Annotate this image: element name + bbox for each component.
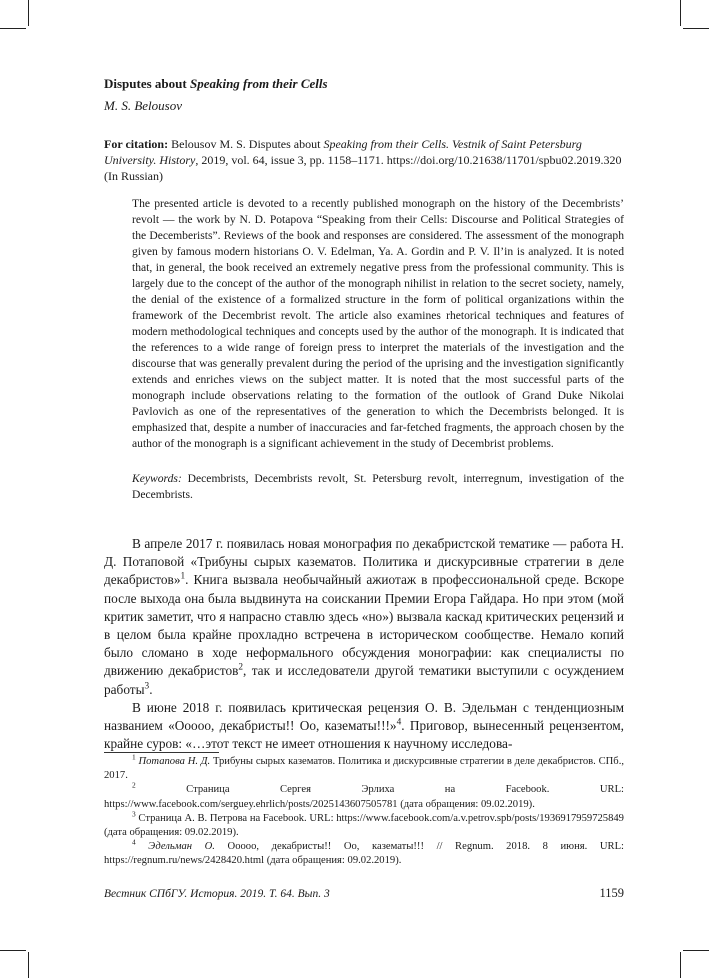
footnote-ref[interactable]: 3 [144,681,150,692]
footnote-ref[interactable]: 2 [238,663,244,673]
abstract-text: The presented article is devoted to a recently published monograph on the history of the Decembrists’ revolt — the work by N. D. Potapova “Speaking from their Cells: Discourse and Political Strategies of the Decemberists”. Reviews of the book and responses are considered. The assessment of the monograph given by famous modern historians O. V. Edelman, Ya. A. Gordin and P. V. Il’in is analyzed. It is noted that, in general, the book received an extremely negative press from the professional community. This is largely due to the concept of the author of the monograph nihilist in relation to the secret society, namely, the denial of the existence of a formalized structure in the form of political organizations within the framework of the Decembrist revolt. The article also examines rhetorical techniques and features of modern methodological techniques and concepts used by the author of the monograph. It is indicated that the references to a wide range of foreign press to interpret the materials of the investigation and the discourse that was generally prevalent during the period of the uprising and the investigation significantly extends and enriches views on the subject matter. It is noted that the most successful parts of the monograph include observations relating to the formation of the outlook of Grand Duke Nikolai Pavlovich as one of the representatives of the generation to which the Decembrists belonged. It is emphasized that, despite a number of inaccuracies and far-fetched fragments, the approach chosen by the author of the monograph is a significant achievement in the study of Decembrist problems. [132,197,624,450]
body-text-span: В июне 2018 г. появилась критическая рецензия О. В. Эдельман с тенденциозным названием «Ооооо, декабристы!! Оо, казематы!!!» [104,699,624,734]
footnote [104,780,624,811]
body-paragraph [104,535,624,699]
footnote-divider [104,752,219,753]
body-text-span: . Приговор, вынесенный рецензентом, крайне суров: «…этот текст не имеет отношения к научному исследова- [104,718,624,752]
body-paragraph [104,699,624,754]
crop-mark [680,0,681,26]
citation-journal: Speaking from their Cells. Vestnik of Saint Petersburg University. History [104,137,582,167]
footnote-text: Страница А. В. Петрова на Facebook. URL: https://www.facebook.com/a.v.petrov.spb/posts/1936917959725849 (дата обращения: 09.02.2019). [104,812,624,839]
body-text-span: . [149,681,153,697]
keywords-label: Keywords: [132,472,182,485]
footnote-number: 4 [132,837,136,847]
author-name: M. S. Belousov [104,98,182,113]
citation-label: For citation: [104,137,169,151]
footnotes [104,752,624,869]
footnote-ref[interactable]: 1 [180,571,186,582]
crop-mark [28,0,29,26]
footnote-ref[interactable]: 4 [396,717,402,728]
footnote [104,752,624,783]
crop-mark [680,952,681,978]
crop-mark [0,28,26,29]
citation-text: Belousov M. S. Disputes about [168,137,324,151]
page-number: 1159 [599,886,624,900]
footnote-number: 3 [132,809,136,819]
footnote-text: Страница Сергея Эрлиха на Facebook. URL: https://www.facebook.com/serguey.ehrlich/posts/2025143607505781 (дата обращения: 09.02.2019). [104,784,624,810]
crop-mark [28,952,29,978]
crop-mark [683,950,709,951]
footnote-author: Эдельман О. [148,841,215,853]
footnote [104,837,624,868]
body-text-span: , так и исследователи другой тематики выступили с осуждением работы [104,663,624,697]
footnote-text: Трибуны сырых казематов. Политика и дискурсивные стратегии в деле декабристов. СПб., 2017. [104,756,624,782]
title-text: Disputes about [104,76,190,91]
journal-footer: Вестник СПбГУ. История. 2019. Т. 64. Вып. 3 [104,888,330,900]
title-italic-text: Speaking from their Cells [189,76,328,91]
abstract [132,196,624,452]
footnote-author: Потапова Н. Д. [138,756,211,767]
citation-block [104,136,624,184]
footnote-number: 2 [132,780,136,790]
article-title [104,76,328,92]
keywords-text: Decembrists, Decembrists revolt, St. Petersburg revolt, interregnum, investigation of the Decembrists. [132,472,624,501]
footnote-number: 1 [132,752,136,762]
crop-mark [0,950,26,951]
keywords-block [132,471,624,503]
crop-mark [683,28,709,29]
footnote [104,809,624,840]
footnote-text: Ооооо, декабристы!! Оо, казематы!!! // Regnum. 2018. 8 июня. URL: https://regnum.ru/news/2428420.html (дата обращения: 09.02.2019). [104,841,624,867]
body-text-span: . Книга вызвала необычайный ажиотаж в профессиональной среде. Вскоре после выхода она была выдвинута на соискании Премии Егора Гайдара. Но при этом (мой критик заметит, что я напрасно ставлю здесь «но») вызвала каскад критических рецензий и в целом была крайне прохладно встречена в историческом сообществе. Немало копий было сломано в ходе неформального обсуждения монографии: как специалисты по движению декабристов [104,572,624,679]
body-text-span: В апреле 2017 г. появилась новая монография по декабристской тематике — работа Н. Д. Потаповой «Трибуны сырых казематов. Политика и дискурсивные стратегии в деле декабристов» [104,536,624,588]
citation-details: , 2019, vol. 64, issue 3, pp. 1158–1171. https://doi.org/10.21638/11701/spbu02.2019.320 (In Russian) [104,153,622,183]
body-text [104,535,624,753]
